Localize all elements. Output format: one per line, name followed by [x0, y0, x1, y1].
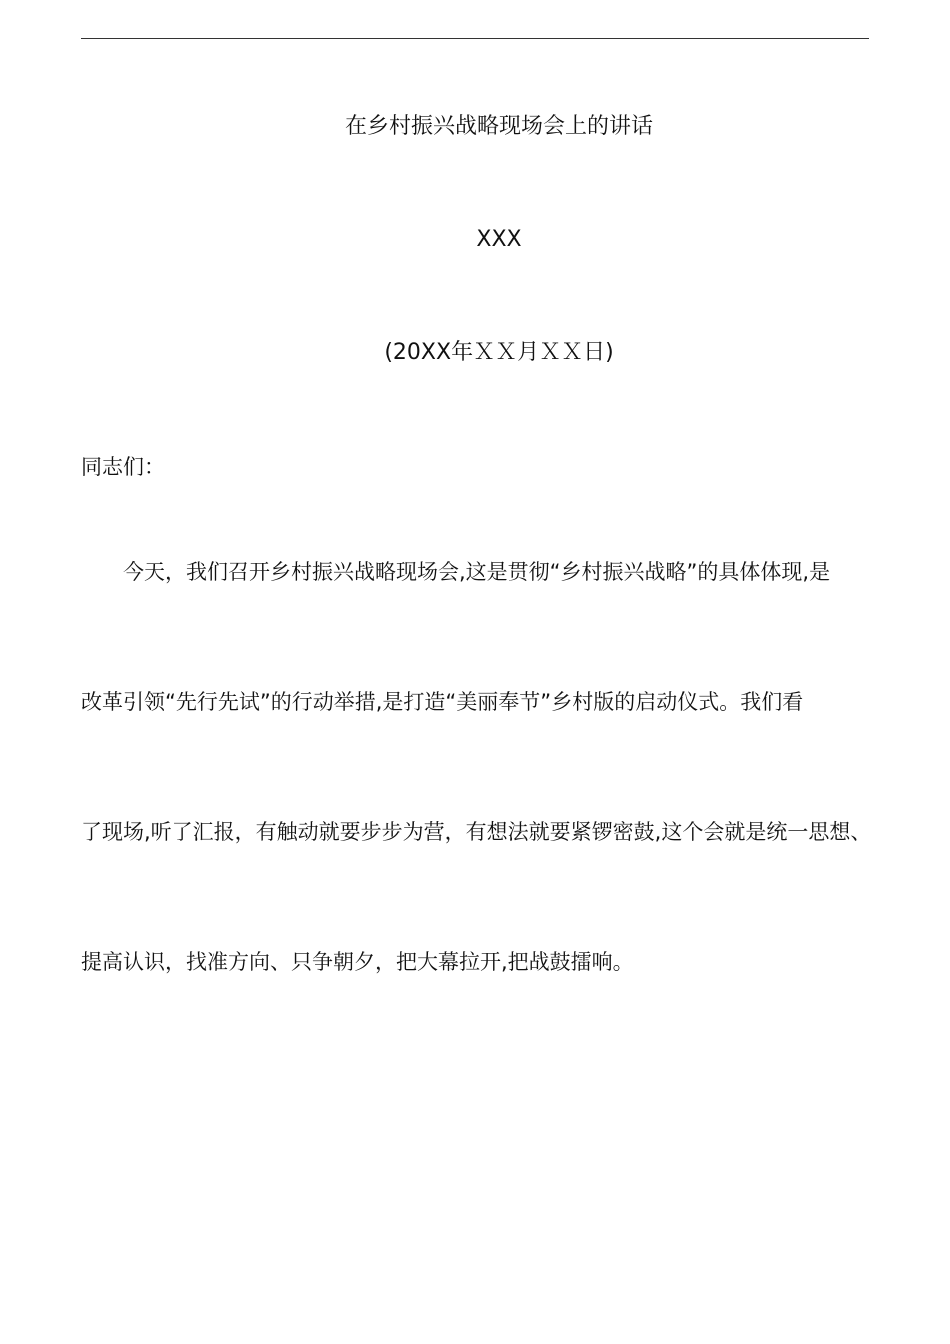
speech-date: (20XX年ＸＸ月ＸＸ日): [384, 340, 614, 365]
body-text-line: 今天，我们召开乡村振兴战略现场会,这是贯彻“乡村振兴战略”的具体体现,是: [123, 560, 831, 584]
author-name: XXX: [476, 227, 522, 252]
body-text-line: 改革引领“先行先试”的行动举措,是打造“美丽奉节”乡村版的启动仪式。我们看: [81, 690, 804, 714]
document-title: 在乡村振兴战略现场会上的讲话: [344, 114, 653, 139]
body-text-line: 了现场,听了汇报，有触动就要步步为营，有想法就要紧锣密鼓,这个会就是统一思想、: [81, 820, 871, 844]
header-rule: [81, 38, 869, 39]
body-text-line: 提高认识，找准方向、只争朝夕，把大幕拉开,把战鼓擂响。: [81, 950, 634, 974]
salutation: 同志们：: [81, 455, 165, 479]
